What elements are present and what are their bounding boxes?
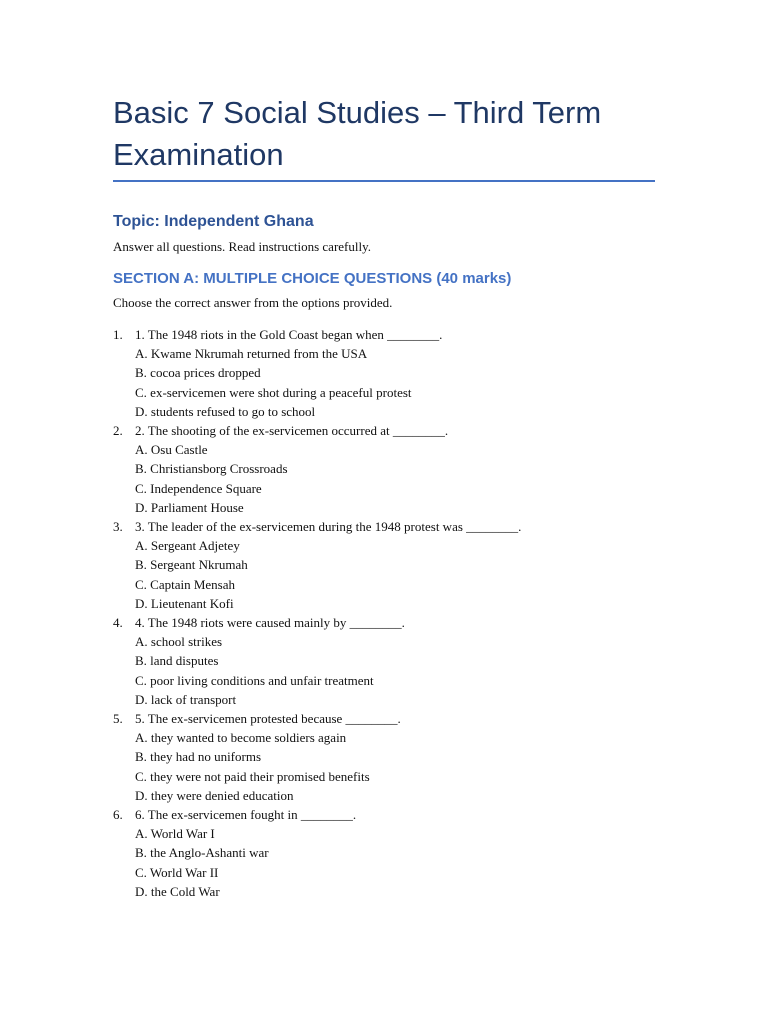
answer-option: C. they were not paid their promised benefits xyxy=(135,768,370,784)
instructions-text: Answer all questions. Read instructions carefully. xyxy=(113,239,372,254)
question-body xyxy=(135,421,673,517)
answer-option: C. ex-servicemen were shot during a peaceful protest xyxy=(135,384,412,400)
question-text: 1. The 1948 riots in the Gold Coast began when ________. xyxy=(135,327,443,342)
question-item xyxy=(113,325,673,421)
question-text: 2. The shooting of the ex-servicemen occurred at ________. xyxy=(135,423,449,439)
answer-option: C. poor living conditions and unfair treatment xyxy=(135,672,374,688)
question-number: 5. xyxy=(113,711,123,727)
question-number: 2. xyxy=(113,423,123,439)
answer-option: D. students refused to go to school xyxy=(135,403,316,419)
section-a-directions: Choose the correct answer from the options provided. xyxy=(113,295,393,310)
answer-option: A. Sergeant Adjetey xyxy=(135,538,240,554)
question-number: 4. xyxy=(113,615,123,631)
answer-option: A. school strikes xyxy=(135,634,223,650)
question-number: 6. xyxy=(113,807,123,823)
answer-option: A. they wanted to become soldiers again xyxy=(135,730,347,746)
question-body xyxy=(135,613,673,709)
question-number: 3. xyxy=(113,519,123,535)
document-title: Basic 7 Social Studies – Third Term Examination xyxy=(113,95,602,172)
answer-option: D. the Cold War xyxy=(135,883,220,899)
answer-option: D. lack of transport xyxy=(135,691,237,707)
question-body xyxy=(135,325,673,421)
answer-option: B. cocoa prices dropped xyxy=(135,365,261,381)
question-item xyxy=(113,709,673,805)
question-item xyxy=(113,805,673,901)
answer-option: B. Christiansborg Crossroads xyxy=(135,461,288,477)
question-item xyxy=(113,517,673,613)
answer-option: B. the Anglo-Ashanti war xyxy=(135,845,269,861)
question-body xyxy=(135,709,673,805)
answer-option: A. Kwame Nkrumah returned from the USA xyxy=(135,346,368,362)
answer-option: D. Lieutenant Kofi xyxy=(135,595,234,611)
question-body xyxy=(135,517,673,613)
answer-option: D. Parliament House xyxy=(135,499,244,515)
answer-option: C. Captain Mensah xyxy=(135,576,236,592)
question-number: 1. xyxy=(113,327,123,342)
answer-option: C. World War II xyxy=(135,864,219,880)
answer-option: B. they had no uniforms xyxy=(135,749,262,765)
question-text: 4. The 1948 riots were caused mainly by ________. xyxy=(135,615,405,631)
topic-heading: Topic: Independent Ghana xyxy=(113,213,314,230)
answer-option: A. World War I xyxy=(135,826,215,842)
answer-option: B. Sergeant Nkrumah xyxy=(135,557,248,573)
answer-option: C. Independence Square xyxy=(135,480,262,496)
question-list xyxy=(113,325,673,901)
section-a-heading: SECTION A: MULTIPLE CHOICE QUESTIONS (40 marks) xyxy=(113,270,512,287)
question-item xyxy=(113,613,673,709)
question-text: 3. The leader of the ex-servicemen during the 1948 protest was ________. xyxy=(135,519,522,535)
title-underline xyxy=(113,180,655,182)
answer-option: D. they were denied education xyxy=(135,787,294,803)
question-item xyxy=(113,421,673,517)
answer-option: A. Osu Castle xyxy=(135,442,208,458)
answer-option: B. land disputes xyxy=(135,653,219,669)
question-text: 5. The ex-servicemen protested because ________. xyxy=(135,711,401,727)
question-text: 6. The ex-servicemen fought in ________. xyxy=(135,807,357,823)
question-body xyxy=(135,805,673,901)
